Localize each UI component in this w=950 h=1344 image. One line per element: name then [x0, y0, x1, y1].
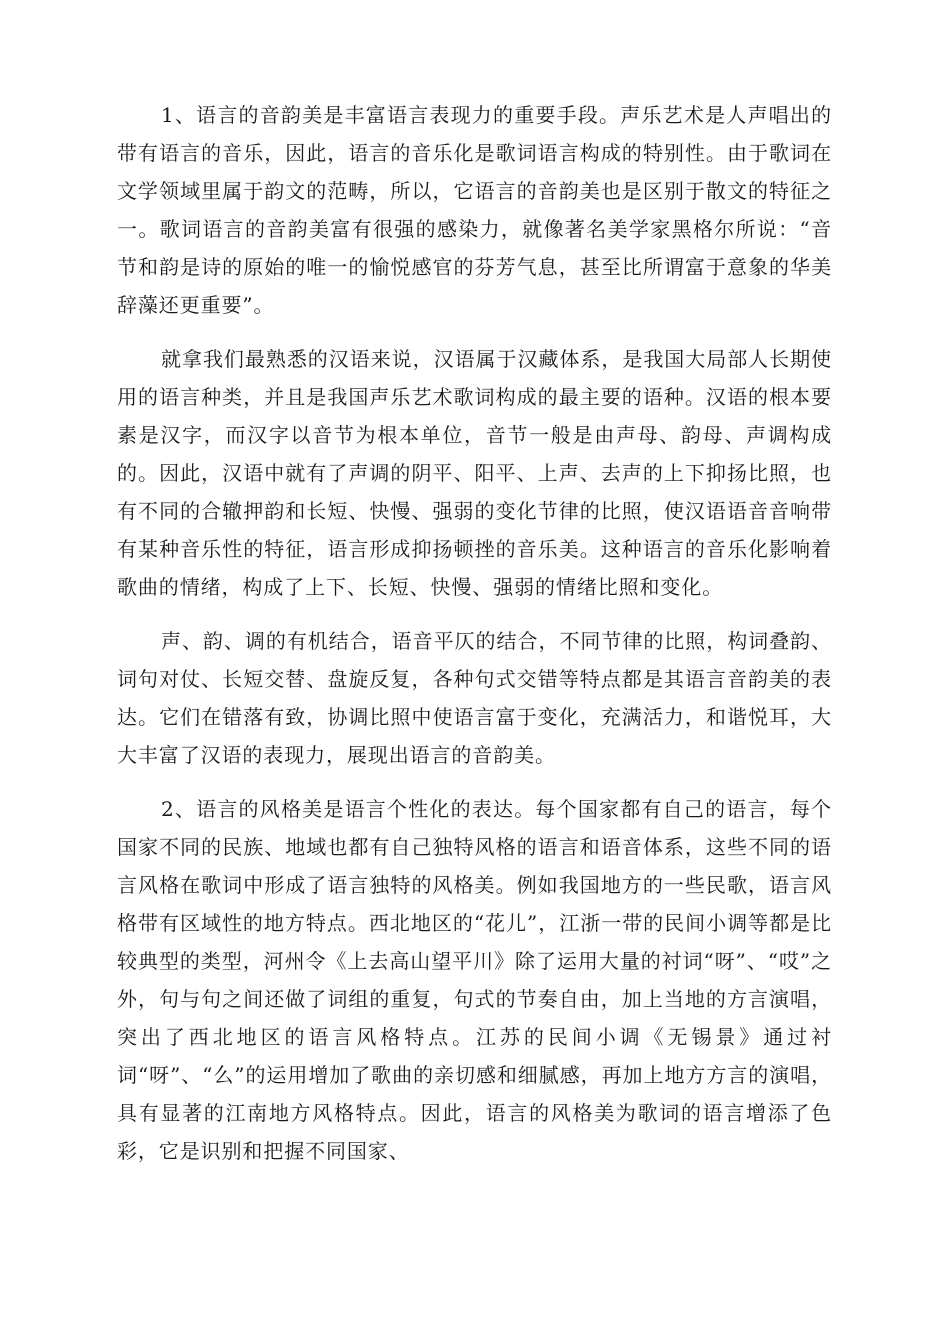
- paragraph-phonetic-beauty: 1、语言的音韵美是丰富语言表现力的重要手段。声乐艺术是人声唱出的带有语言的音乐，因此，语言的音乐化是歌词语言构成的特别性。由于歌词在文学领域里属于韵文的范畴，所以，它语言的音韵美也是区别于散文的特征之一。歌词语言的音韵美富有很强的感染力，就像著名美学家黑格尔所说：“音节和韵是诗的原始的唯一的愉悦感官的芬芳气息，甚至比所谓富于意象的华美辞藻还更重要”。: [117, 103, 832, 317]
- paragraph-style-beauty: 2、语言的风格美是语言个性化的表达。每个国家都有自己的语言，每个国家不同的民族、地域也都有自己独特风格的语言和语音体系，这些不同的语言风格在歌词中形成了语言独特的风格美。例如我国地方的一些民歌，语言风格带有区域性的地方特点。西北地区的“花儿”，江浙一带的民间小调等都是比较典型的类型，河州令《上去高山望平川》除了运用大量的衬词“呀”、“哎”之外，句与句之间还做了词组的重复，句式的节奏自由，加上当地的方言演唱，突出了西北地区的语言风格特点。江苏的民间小调《无锡景》通过衬词“呀”、“么”的运用增加了歌曲的亲切感和细腻感，再加上地方方言的演唱，具有显著的江南地方风格特点。因此，语言的风格美为歌词的语言增添了色彩，它是识别和把握不同国家、: [117, 797, 832, 1163]
- document-page: [117, 96, 832, 1186]
- paragraph-tone-rhyme: 声、韵、调的有机结合，语音平仄的结合，不同节律的比照，构词叠韵、词句对仗、长短交替、盘旋反复，各种句式交错等特点都是其语言音韵美的表达。它们在错落有致，协调比照中使语言富于变化，充满活力，和谐悦耳，大大丰富了汉语的表现力，展现出语言的音韵美。: [117, 629, 832, 767]
- paragraph-chinese-language: 就拿我们最熟悉的汉语来说，汉语属于汉藏体系，是我国大局部人长期使用的语言种类，并且是我国声乐艺术歌词构成的最主要的语种。汉语的根本要素是汉字，而汉字以音节为根本单位，音节一般是由声母、韵母、声调构成的。因此，汉语中就有了声调的阴平、阳平、上声、去声的上下抑扬比照，也有不同的合辙押韵和长短、快慢、强弱的变化节律的比照，使汉语语音音响带有某种音乐性的特征，语言形成抑扬顿挫的音乐美。这种语言的音乐化影响着歌曲的情绪，构成了上下、长短、快慢、强弱的情绪比照和变化。: [117, 347, 832, 599]
